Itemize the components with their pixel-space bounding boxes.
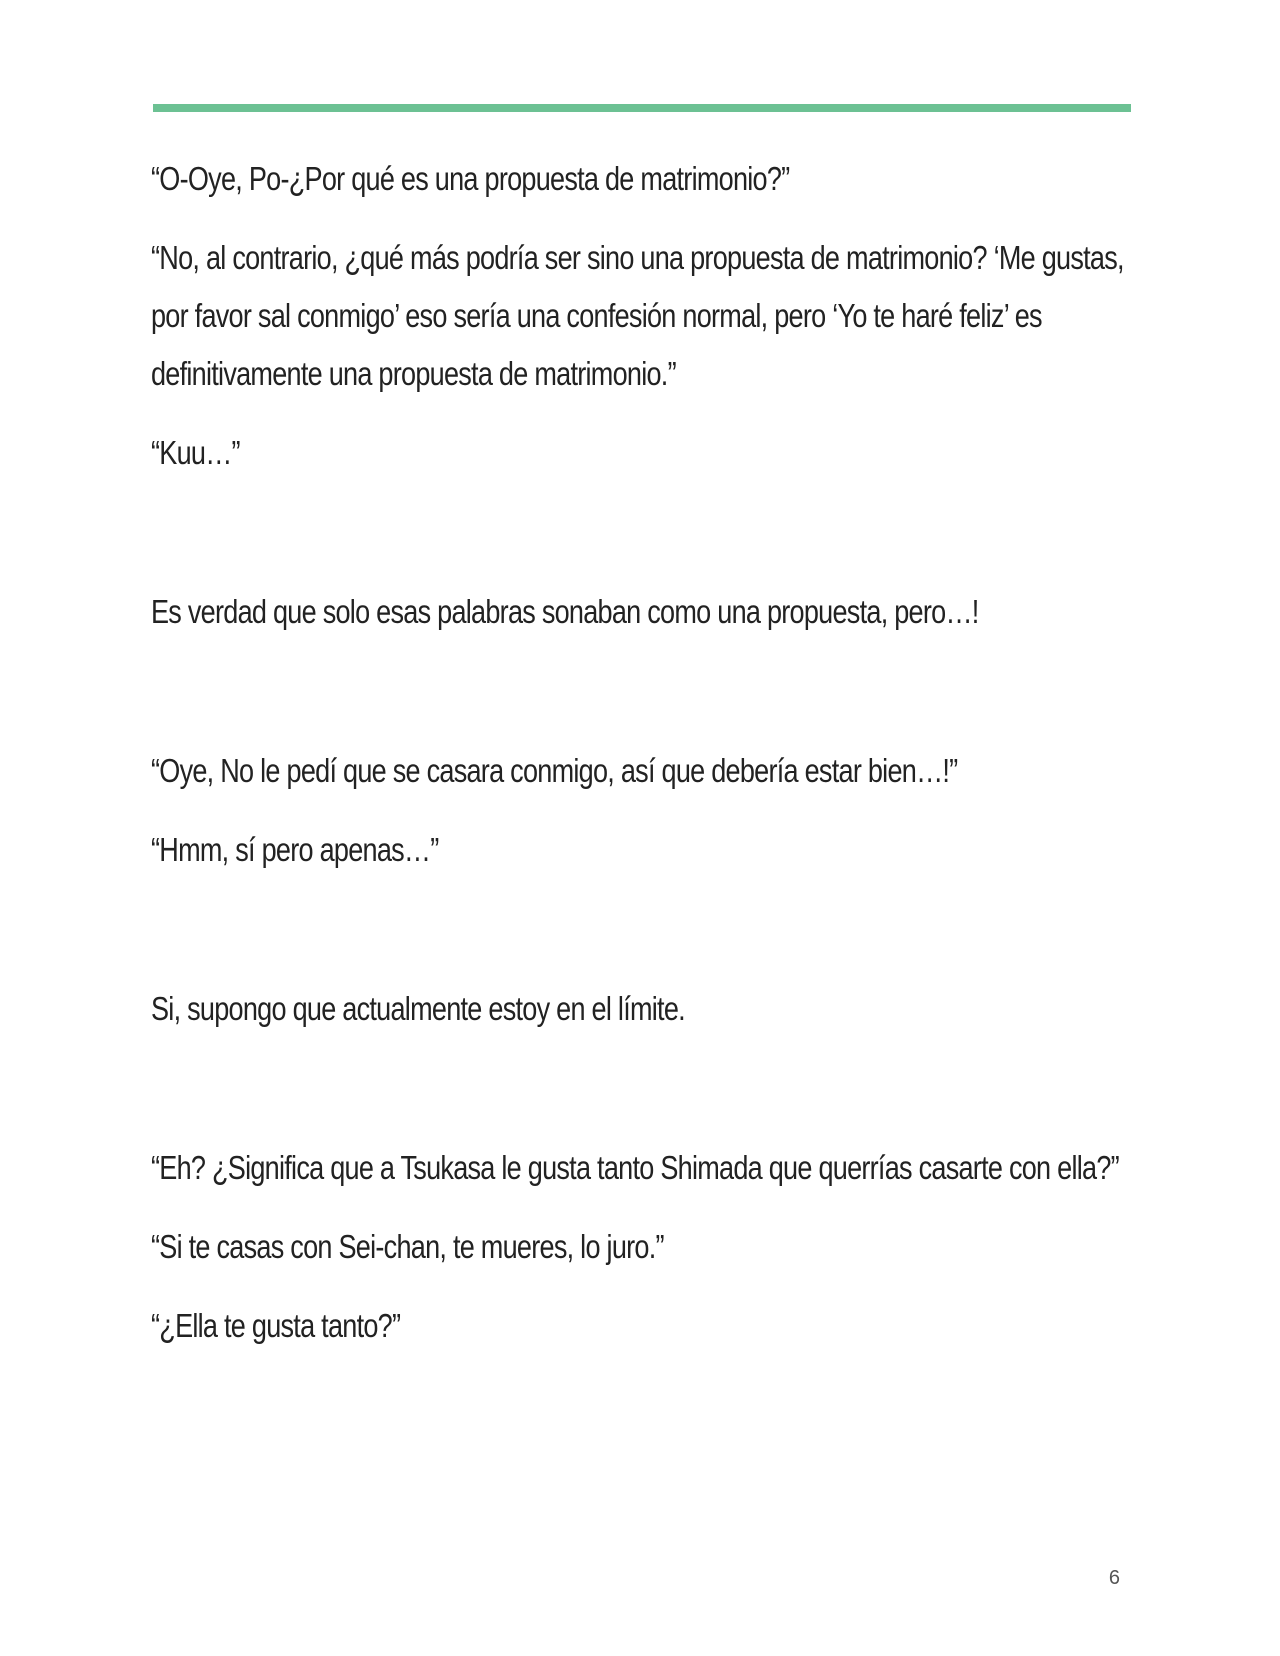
paragraph-2: “No, al contrario, ¿qué más podría ser sino una propuesta de matrimonio? ‘Me gustas, por favor sal conmigo’ eso sería una confesión normal, pero ‘Yo te haré feliz’ es definitivamente una propuesta de matrimonio.” (151, 239, 1124, 392)
paragraph-3: “Kuu…” (151, 434, 240, 471)
page-number: 6 (1108, 1567, 1120, 1589)
paragraph-4: Es verdad que solo esas palabras sonaban como una propuesta, pero…! (151, 593, 979, 630)
paragraph-7: Si, supongo que actualmente estoy en el límite. (151, 990, 685, 1027)
header-rule (153, 104, 1131, 112)
paragraph-6: “Hmm, sí pero apenas…” (151, 831, 439, 868)
paragraph-5: “Oye, No le pedí que se casara conmigo, así que debería estar bien…!” (151, 752, 958, 789)
paragraph-9: “Si te casas con Sei-chan, te mueres, lo juro.” (151, 1228, 664, 1265)
paragraph-1: “O-Oye, Po-¿Por qué es una propuesta de matrimonio?” (151, 160, 790, 197)
paragraph-10: “¿Ella te gusta tanto?” (151, 1307, 401, 1344)
page-body (151, 150, 1141, 1355)
paragraph-8: “Eh? ¿Significa que a Tsukasa le gusta tanto Shimada que querrías casarte con ella?” (151, 1149, 1119, 1186)
